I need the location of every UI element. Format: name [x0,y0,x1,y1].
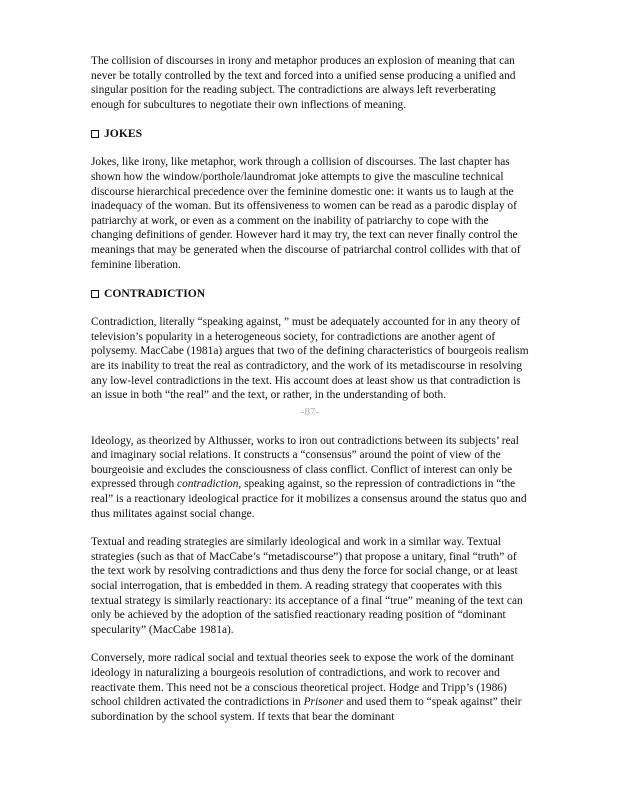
emphasis-prisoner: Prisoner [303,696,344,709]
page-number: -87- [300,405,320,418]
paragraph-jokes: Jokes, like irony, like metaphor, work through a collision of discourses. The last chapter has shown how the window/porthole/laundromat joke attempts to give the masculine technical discourse hierarchical precedence over the feminine domestic one: it wants us to laugh at the inadequacy of the woman. But its offensiveness to women can be read as a parodic display of patriarchy at work, or even as a comment on the inability of patriarchy to cope with the changing definitions of gender. However hard it may try, the text can never finally control the meanings that may be generated when the discourse of patriarchal control collides with that of feminine liberation. [91,156,521,271]
heading-contradiction-label: CONTRADICTION [104,287,206,301]
heading-jokes-label: JOKES [104,127,143,141]
section-heading-jokes [91,126,529,141]
paragraph-collision: The collision of discourses in irony and metaphor produces an explosion of meaning that can never be totally controlled by the text and forced into a unified sense producing a unified and singular position for the reading subject. The contradictions are always left reverberating enough for subcultures to negotiate their own inflections of meaning. [91,55,516,111]
paragraph-ideology: Ideology, as theorized by Althusser, works to iron out contradictions between its subjects’ real and imaginary social relations. It constructs a “consensus” around the point of view of the bourgeoisie and excludes the consciousness of class conflict. Conflict of interest can only be expressed through contradiction, speaking against, so the repression of contradictions in “the real” is a reactionary ideological practice for it mobilizes a consensus around the status quo and thus militates against social change. [91,434,527,520]
section-heading-contradiction [91,286,529,301]
paragraph-contradiction: Contradiction, literally “speaking against, ” must be adequately accounted for in any theory of television’s popularity in a heterogeneous society, for contradictions are another agent of polysemy. MacCabe (1981a) argues that two of the defining characteristics of bourgeois realism are its inability to treat the real as contradictory, and the work of its metadiscourse in resolving any low-level contradictions in the text. His account does at least show us that contradiction is an issue in both “the real” and the text, or rather, in the understanding of both. [91,316,529,402]
square-bullet-icon [91,290,99,298]
emphasis-contradiction: contradiction [177,478,239,491]
paragraph-textual-strategies: Textual and reading strategies are similarly ideological and work in a similar way. Textual strategies (such as that of MacCabe’s “metadiscourse”) that propose a unitary, final “truth” of the text work by resolving contradictions and thus deny the force for social change, or at least social interrogation, that is embedded in them. A reading strategy that cooperates with this textual strategy is similarly reactionary: its acceptance of a final “true” meaning of the text can only be achieved by the adoption of the satisfied reactionary reading position of “dominant specularity” (MacCabe 1981a). [91,536,523,636]
paragraph-conversely: Conversely, more radical social and textual theories seek to expose the work of the dominant ideology in naturalizing a bourgeois resolution of contradictions, and work to recover and reactivate them. This need not be a conscious theoretical project. Hodge and Tripp’s (1986) school children activated the contradictions in Prisoner and used them to “speak against” their subordination by the school system. If texts that bear the dominant [91,652,522,723]
square-bullet-icon [91,130,99,138]
